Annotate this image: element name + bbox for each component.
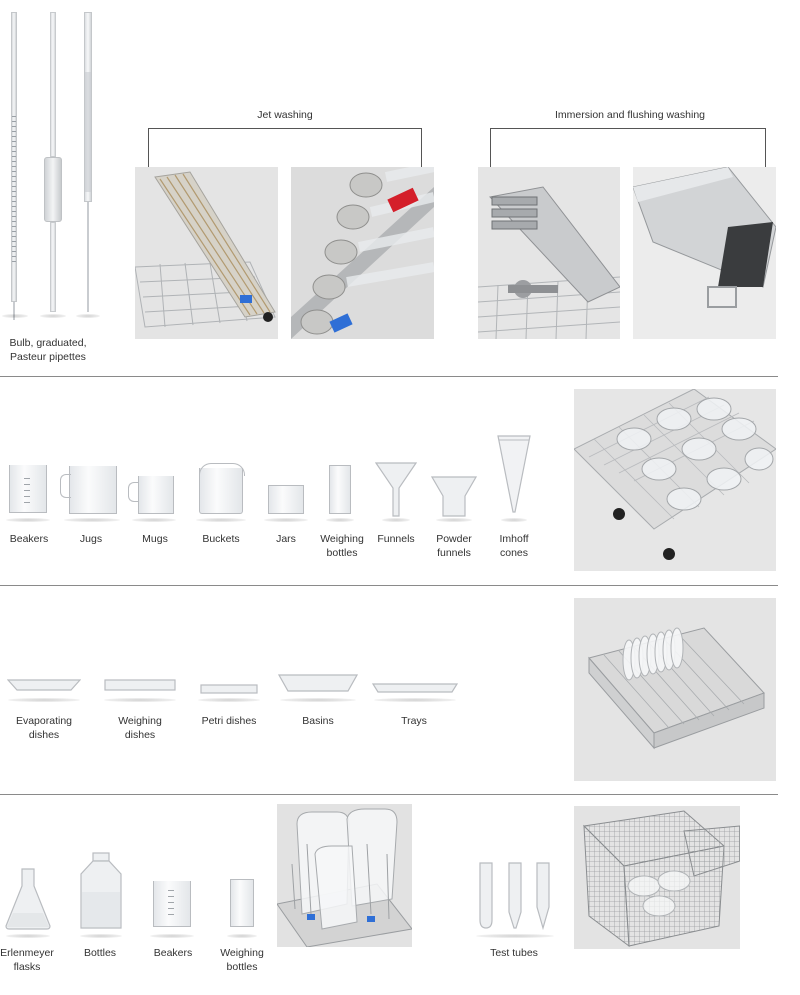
item-label: Funnels xyxy=(377,533,415,545)
immersion-nozzle-photo xyxy=(633,167,776,339)
basin-image xyxy=(278,673,358,693)
weighing-bottle-image xyxy=(230,879,254,927)
test-tubes-label: Test tubes xyxy=(490,947,538,959)
shadow xyxy=(436,518,472,522)
shadow xyxy=(374,698,456,702)
item-label: Jugs xyxy=(79,533,103,545)
shadow xyxy=(8,698,80,702)
immersion-washing-bracket xyxy=(490,128,766,167)
shadow xyxy=(280,698,356,702)
item-label: Weighing bottles xyxy=(320,533,364,559)
bucket-handle xyxy=(199,463,245,476)
item-label: Beakers xyxy=(9,533,49,545)
item-label: Buckets xyxy=(202,533,240,545)
section-divider xyxy=(0,376,778,377)
pasteur-pipette-image xyxy=(83,12,93,312)
immersion-rack-photo xyxy=(478,167,620,339)
mug-handle xyxy=(128,482,139,502)
item-label: Weighing bottles xyxy=(220,947,264,973)
jet-washing-rack-photo xyxy=(135,167,278,339)
item-label: Erlenmeyer flasks xyxy=(0,947,54,973)
shadow xyxy=(80,934,122,938)
erlenmeyer-flask-image xyxy=(5,868,51,930)
item-label: Bottles xyxy=(83,947,117,959)
shadow xyxy=(382,518,410,522)
item-label: Beakers xyxy=(153,947,193,959)
item-label: Evaporating dishes xyxy=(15,715,73,741)
test-tube-conical-image xyxy=(507,862,523,930)
petri-dish-image xyxy=(200,684,258,694)
item-label: Trays xyxy=(401,715,427,727)
item-label: Jars xyxy=(276,533,296,545)
jug-image xyxy=(69,466,117,514)
jet-washing-heading: Jet washing xyxy=(257,109,313,121)
shadow xyxy=(104,698,176,702)
shadow xyxy=(227,934,257,938)
graduated-pipette-image xyxy=(11,12,17,312)
shadow xyxy=(476,934,554,938)
weighing-bottle-image xyxy=(329,465,351,514)
pipette-shadow xyxy=(76,314,100,318)
jet-washing-nozzle-photo xyxy=(291,167,434,339)
shadow xyxy=(198,698,260,702)
tray-image xyxy=(372,683,458,693)
beaker-rack-photo xyxy=(574,389,776,571)
jar-image xyxy=(268,485,304,514)
item-label: Imhoff cones xyxy=(499,533,529,559)
mesh-basket-photo xyxy=(574,806,740,949)
shadow xyxy=(264,518,308,522)
shadow xyxy=(150,934,194,938)
section-divider xyxy=(0,794,778,795)
evaporating-dish-image xyxy=(7,678,81,692)
shadow xyxy=(6,934,50,938)
bulb-pipette-image xyxy=(44,12,62,312)
shadow xyxy=(6,518,50,522)
immersion-washing-heading: Immersion and flushing washing xyxy=(555,109,705,121)
item-label: Petri dishes xyxy=(201,715,257,727)
mug-image xyxy=(138,476,174,514)
powder-funnel-image xyxy=(431,476,477,518)
item-label: Powder funnels xyxy=(436,533,472,559)
beaker-image xyxy=(153,881,191,927)
bottle-rack-photo xyxy=(277,804,412,947)
shadow xyxy=(326,518,354,522)
pipette-shadow xyxy=(40,314,66,318)
jet-washing-bracket xyxy=(148,128,422,167)
dish-rack-photo xyxy=(574,598,776,781)
shadow xyxy=(132,518,176,522)
shadow xyxy=(196,518,246,522)
item-label: Weighing dishes xyxy=(118,715,162,741)
beaker-image xyxy=(9,465,47,513)
bottle-image xyxy=(80,852,122,930)
section-divider xyxy=(0,585,778,586)
imhoff-cone-image xyxy=(497,434,531,514)
funnel-image xyxy=(375,462,417,518)
weighing-dish-image xyxy=(104,678,176,692)
test-tube-pointed-image xyxy=(535,862,551,930)
item-label: Basins xyxy=(302,715,334,727)
pipettes-label: Bulb, graduated, Pasteur pipettes xyxy=(9,337,87,363)
shadow xyxy=(64,518,120,522)
item-label: Mugs xyxy=(142,533,168,545)
pipette-shadow xyxy=(2,314,28,318)
shadow xyxy=(501,518,527,522)
jug-handle xyxy=(60,474,71,498)
test-tube-round-image xyxy=(478,862,494,930)
